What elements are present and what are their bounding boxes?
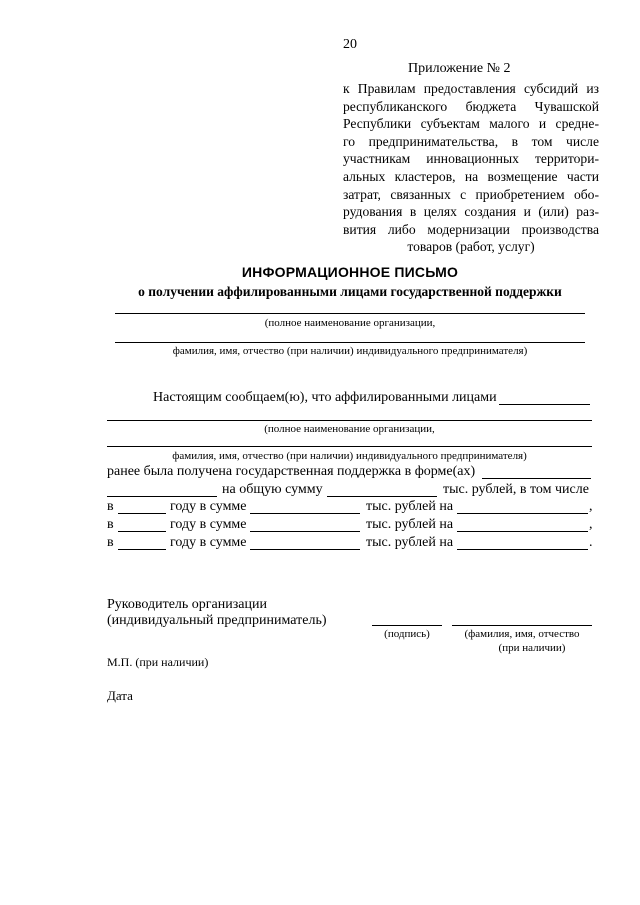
purpose-line[interactable]: [457, 531, 588, 532]
entrepreneur-name-line[interactable]: [115, 342, 585, 343]
appendix-line: го предпринимательства, в том числе: [343, 133, 599, 149]
caption-signature: (подпись): [384, 628, 430, 640]
purpose-line[interactable]: [457, 513, 588, 514]
affiliate-org-line[interactable]: [107, 420, 592, 421]
head-subtitle: (индивидуальный предприниматель): [107, 613, 327, 628]
support-text: ранее была получена государственная поддержка в форме(ах): [107, 464, 476, 479]
caption-entrepreneur: фамилия, имя, отчество (при наличии) индивидуального предпринимателя): [172, 345, 528, 357]
caption-org-affiliate: (полное наименование организации,: [264, 423, 435, 435]
year-line[interactable]: [118, 513, 166, 514]
appendix-line: вития либо модернизации производства: [343, 221, 599, 237]
appendix-line: республиканского бюджета Чувашской: [343, 98, 599, 114]
caption-org: (полное наименование организации,: [264, 317, 436, 329]
year-rows: [0, 499, 640, 553]
appendix-line: участникам инновационных территори-: [343, 151, 599, 167]
amount-line[interactable]: [250, 549, 360, 550]
appendix-line: альных кластеров, на возмещение части: [343, 168, 599, 184]
row-end: ,: [589, 517, 593, 532]
row-year-text: году в сумме: [170, 517, 247, 532]
appendix-line: рудования в целях создания и (или) раз-: [343, 204, 599, 220]
year-line[interactable]: [118, 531, 166, 532]
amount-line[interactable]: [250, 513, 360, 514]
signature-line[interactable]: [372, 625, 442, 626]
appendix-line: Республики субъектам малого и средне-: [343, 116, 599, 132]
stamp-label: М.П. (при наличии): [107, 655, 209, 669]
row-end: .: [589, 535, 593, 550]
affiliates-line[interactable]: [499, 404, 590, 405]
year-row: [0, 499, 640, 517]
row-rub-text: тыс. рублей на: [366, 535, 454, 550]
document-title: ИНФОРМАЦИОННОЕ ПИСЬМО: [241, 264, 459, 280]
appendix-line: к Правилам предоставления субсидий из: [343, 81, 599, 96]
support-form-continued-line[interactable]: [107, 496, 217, 497]
appendix-title: Приложение № 2: [408, 61, 511, 76]
row-rub-text: тыс. рублей на: [366, 517, 454, 532]
appendix-line: затрат, связанных с приобретением обо-: [343, 186, 599, 202]
caption-name: (фамилия, имя, отчество: [464, 628, 580, 640]
year-line[interactable]: [118, 549, 166, 550]
org-name-line[interactable]: [115, 313, 585, 314]
caption-entrepreneur-affiliate: фамилия, имя, отчество (при наличии) индивидуального предпринимателя): [172, 450, 527, 462]
affiliate-entrepreneur-line[interactable]: [107, 446, 592, 447]
row-prefix: в: [107, 499, 114, 514]
year-row: [0, 535, 640, 553]
amount-line[interactable]: [250, 531, 360, 532]
row-year-text: году в сумме: [170, 535, 247, 550]
name-line[interactable]: [452, 625, 592, 626]
row-prefix: в: [107, 535, 114, 550]
date-label: Дата: [107, 688, 133, 703]
row-prefix: в: [107, 517, 114, 532]
rubles-including-text: тыс. рублей, в том числе: [443, 482, 589, 497]
year-row: [0, 517, 640, 535]
purpose-line[interactable]: [457, 549, 588, 550]
appendix-line-last: товаров (работ, услуг): [407, 239, 535, 255]
notice-text: Настоящим сообщаем(ю), что аффилированными лицами: [153, 390, 497, 405]
support-form-line[interactable]: [482, 478, 591, 479]
page-number: 20: [343, 37, 357, 52]
caption-name-continued: (при наличии): [498, 642, 566, 654]
row-year-text: году в сумме: [170, 499, 247, 514]
total-amount-line[interactable]: [327, 496, 437, 497]
document-subtitle: о получении аффилированными лицами государственной поддержки: [138, 284, 562, 299]
total-text: на общую сумму: [222, 482, 323, 497]
row-rub-text: тыс. рублей на: [366, 499, 454, 514]
row-end: ,: [589, 499, 593, 514]
appendix-body: [343, 80, 599, 256]
head-title: Руководитель организации: [107, 597, 267, 612]
